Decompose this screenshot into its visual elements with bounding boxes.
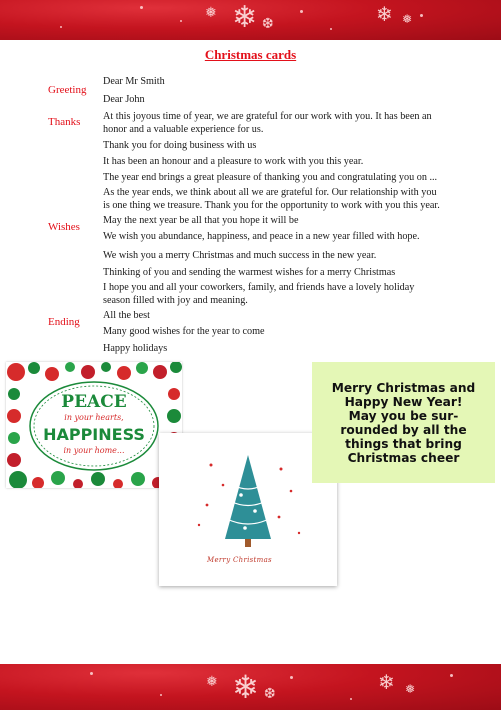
tree-card-caption: Merry Christmas xyxy=(207,556,272,564)
peace-subline: in your hearts, xyxy=(64,413,124,422)
snowflake-icon: ❅ xyxy=(402,12,413,26)
snowflake-icon: ❅ xyxy=(405,682,416,696)
phrase-item: Thinking of you and sending the warmest wishes for a merry Christmas xyxy=(103,267,396,278)
snowflake-icon: ❄ xyxy=(232,668,259,706)
snowflake-icon: ❄ xyxy=(232,0,258,35)
phrase-item: At this joyous time of year, we are grateful for our work with you. It has been an honor and a valuable experience for us. xyxy=(103,111,432,135)
peace-word: PEACE xyxy=(61,392,127,412)
snowflake-icon: ❄ xyxy=(376,2,393,26)
page-title: Christmas cards xyxy=(204,47,297,62)
phrase-item: The year end brings a great pleasure of thanking you and congratulating you on ... xyxy=(103,172,438,183)
phrase-item: Many good wishes for the year to come xyxy=(103,326,265,337)
happiness-subline: in your home... xyxy=(63,446,125,455)
happiness-word: HAPPINESS xyxy=(43,425,145,444)
greeting-message-text: Merry Christmas and Happy New Year! May you be sur- rounded by all the things that bring Christmas cheer xyxy=(331,380,476,465)
snowflake-icon: ❅ xyxy=(206,674,218,690)
phrase-item: As the year ends, we think about all we are grateful for. Our relationship with you is one thing we treasure. Thank you for the opportunity to work with you this year. xyxy=(103,187,440,211)
category-wishes: Wishes xyxy=(48,221,80,233)
phrase-item: Dear Mr Smith xyxy=(103,76,165,87)
greeting-message-box xyxy=(312,362,495,483)
category-ending: Ending xyxy=(48,316,80,328)
peace-card-art xyxy=(6,362,182,488)
phrase-item: All the best xyxy=(103,310,150,321)
category-thanks: Thanks xyxy=(48,116,81,128)
phrase-item: We wish you a merry Christmas and much success in the new year. xyxy=(103,250,377,261)
phrase-item: May the next year be all that you hope it will be xyxy=(103,215,299,226)
peace-card-image xyxy=(6,362,182,488)
snowflake-icon: ❆ xyxy=(262,16,274,32)
phrase-item: Happy holidays xyxy=(103,343,168,354)
header-decorative-band xyxy=(0,0,501,40)
footer-decorative-band xyxy=(0,664,501,710)
phrase-item: I hope you and all your coworkers, family, and friends have a lovely holiday season filled with joy and meaning. xyxy=(103,282,415,306)
tree-card-image xyxy=(159,433,337,586)
phrase-item: We wish you abundance, happiness, and peace in a new year filled with hope. xyxy=(103,231,420,242)
category-greeting: Greeting xyxy=(48,84,87,96)
snowflake-icon: ❄ xyxy=(378,670,395,694)
snowflake-icon: ❆ xyxy=(264,686,276,702)
phrase-item: Thank you for doing business with us xyxy=(103,140,257,151)
phrase-item: It has been an honour and a pleasure to work with you this year. xyxy=(103,156,364,167)
snowflake-icon: ❅ xyxy=(205,5,217,21)
phrase-item: Dear John xyxy=(103,94,145,105)
